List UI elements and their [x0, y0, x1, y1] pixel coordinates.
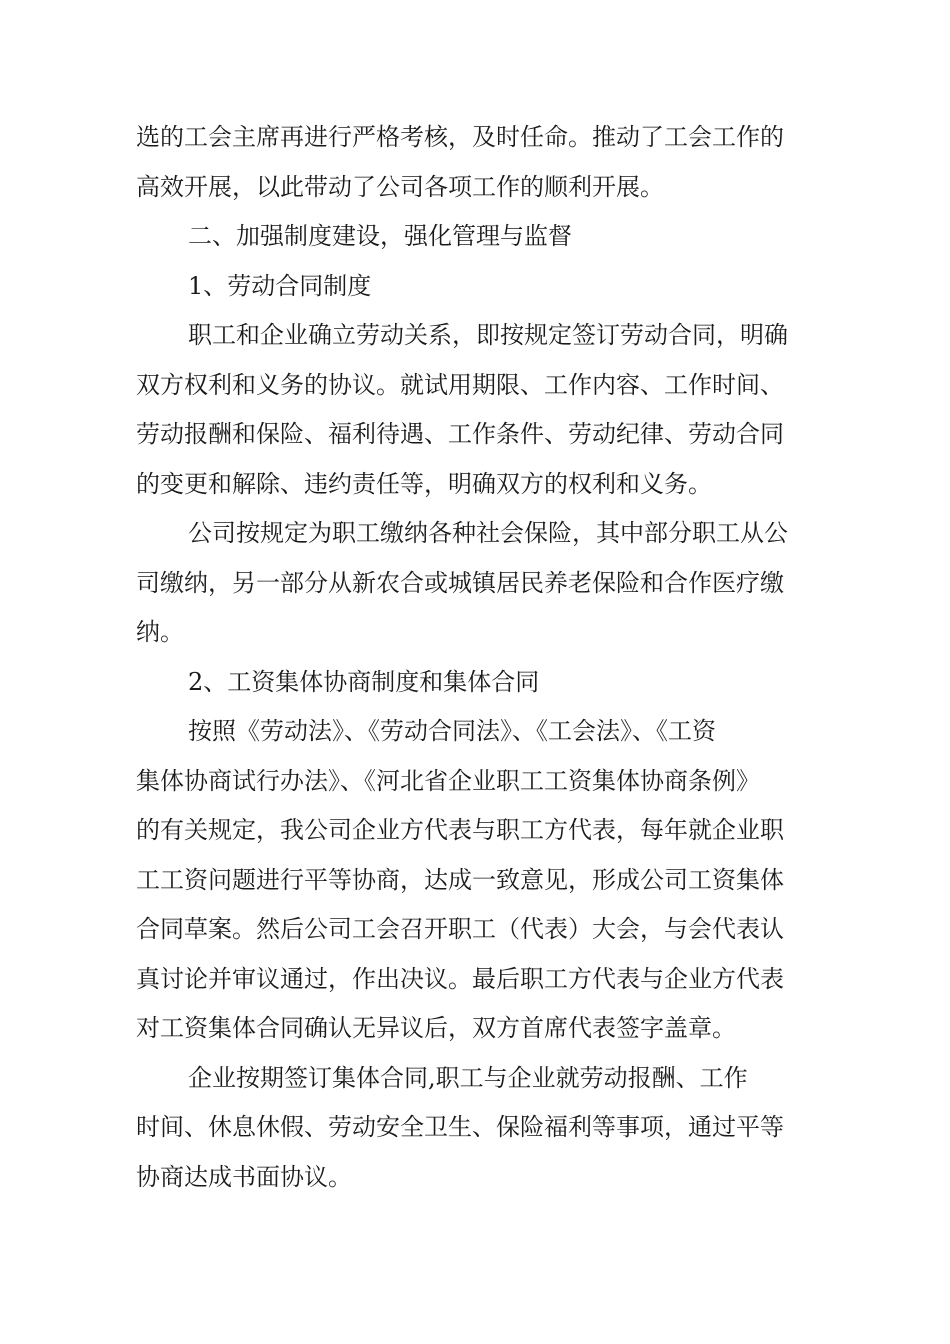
text-line: 按照《劳动法》、《劳动合同法》、《工会法》、《工资 [188, 717, 716, 745]
document-body [136, 113, 836, 1202]
text-line: 高效开展，以此带动了公司各项工作的顺利开展。 [136, 172, 664, 201]
text-line: 双方权利和义务的协议。就试用期限、工作内容、工作时间、 [136, 370, 784, 399]
text-line: 真讨论并审议通过，作出决议。最后职工方代表与企业方代表 [136, 964, 784, 993]
subsection-heading: 2、工资集体协商制度和集体合同 [188, 667, 540, 696]
subsection-heading: 1、劳动合同制度 [188, 271, 372, 300]
text-line: 协商达成书面协议。 [136, 1162, 352, 1191]
text-line: 工工资问题进行平等协商，达成一致意见，形成公司工资集体 [136, 865, 784, 894]
text-line: 职工和企业确立劳动关系，即按规定签订劳动合同，明确 [188, 321, 788, 349]
text-line: 选的工会主席再进行严格考核，及时任命。推动了工会工作的 [136, 123, 784, 151]
text-line: 对工资集体合同确认无异议后，双方首席代表签字盖章。 [136, 1014, 736, 1042]
text-line: 的变更和解除、违约责任等，明确双方的权利和义务。 [136, 469, 712, 498]
text-line: 时间、休息休假、劳动安全卫生、保险福利等事项，通过平等 [136, 1113, 784, 1141]
text-line: 的有关规定，我公司企业方代表与职工方代表，每年就企业职 [136, 816, 784, 844]
text-line: 司缴纳，另一部分从新农合或城镇居民养老保险和合作医疗缴 [136, 568, 784, 597]
section-heading: 二、加强制度建设，强化管理与监督 [188, 222, 572, 250]
text-line: 合同草案。然后公司工会召开职工（代表）大会，与会代表认 [136, 915, 784, 943]
text-line: 劳动报酬和保险、福利待遇、工作条件、劳动纪律、劳动合同 [136, 420, 784, 448]
text-line: 公司按规定为职工缴纳各种社会保险，其中部分职工从公 [188, 519, 788, 547]
text-line: 纳。 [136, 618, 184, 646]
text-line: 集体协商试行办法》、《河北省企业职工工资集体协商条例》 [136, 766, 760, 795]
text-line: 企业按期签订集体合同,职工与企业就劳动报酬、工作 [188, 1063, 748, 1092]
